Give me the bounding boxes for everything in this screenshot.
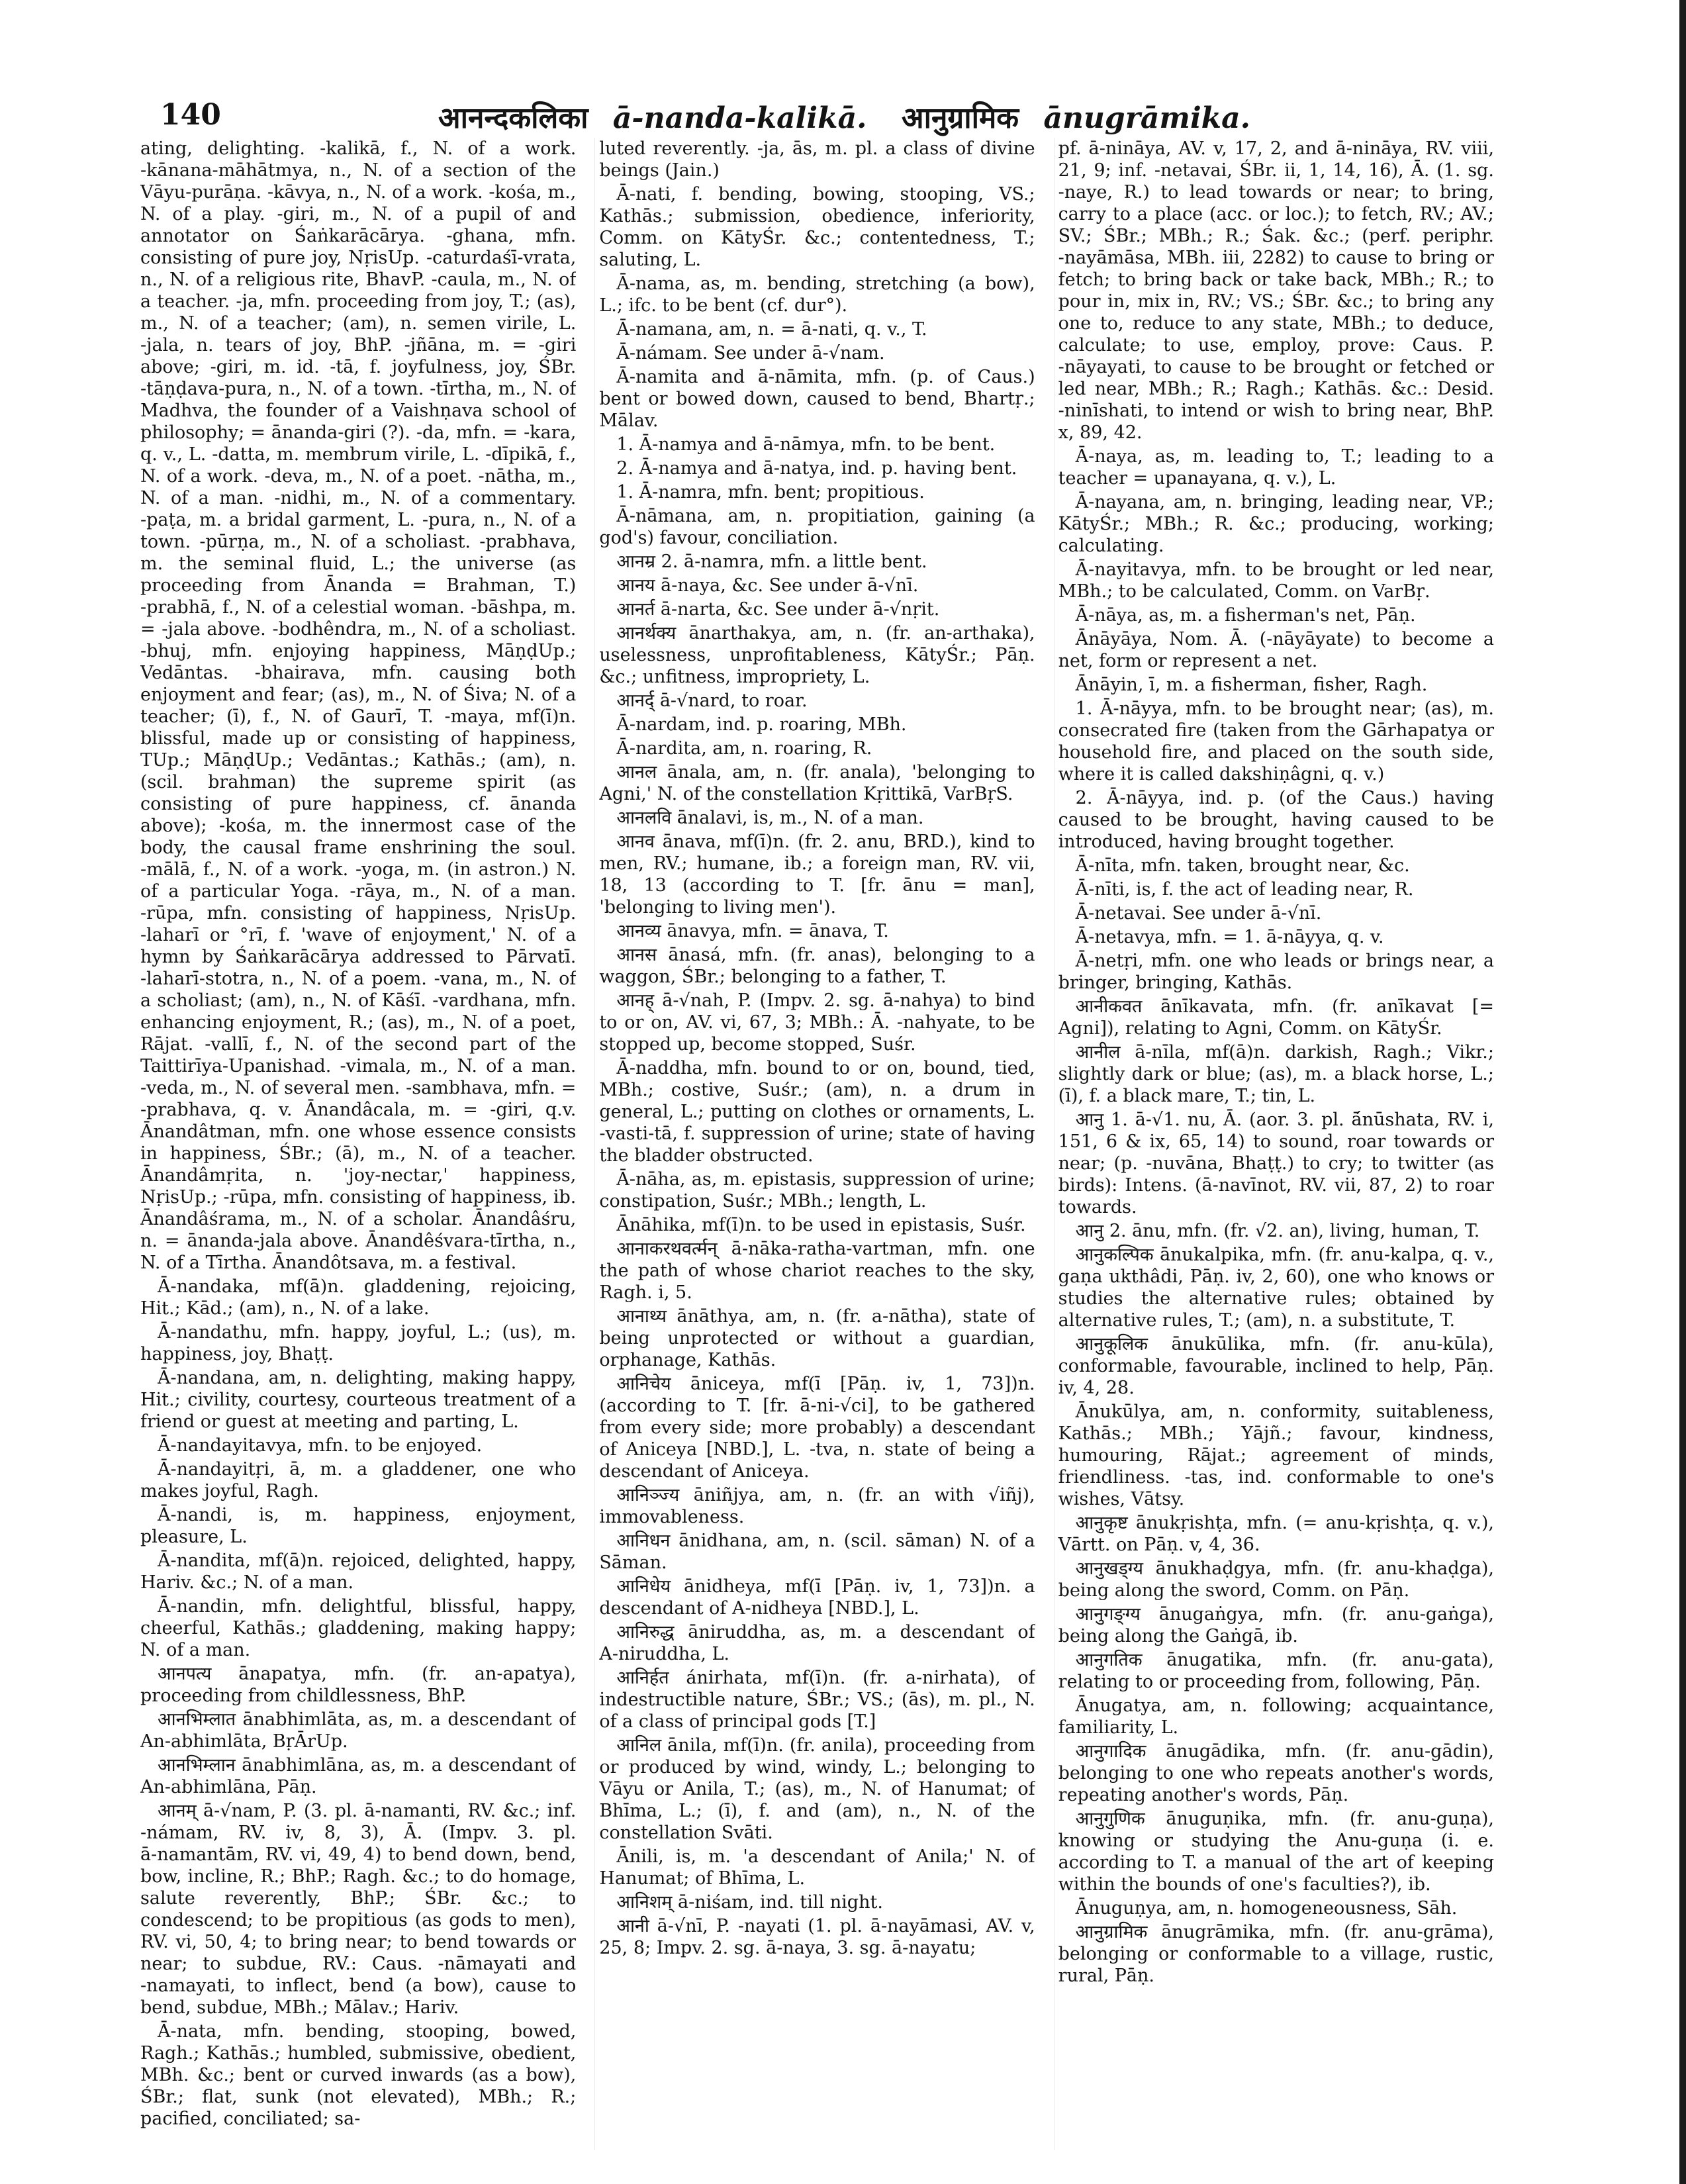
dictionary-entry: Ā‑nati, f. bending, bowing, stooping, VS.; Kathās.; submission, obedience, inferiority, Comm. on KātyŚr. &c.; contentedness, T.; saluting, L.: [599, 184, 1035, 270]
dictionary-entry: Ā‑nayana, am, n. bringing, leading near, VP.; KātyŚr.; MBh.; R. &c.; producing, working; calculating.: [1058, 492, 1494, 556]
column-right: [1054, 138, 1494, 2150]
dictionary-entry: Ā‑nāmana, am, n. propitiation, gaining (a god's) favour, conciliation.: [599, 506, 1035, 548]
page-header: [140, 93, 1484, 139]
dictionary-entry: आनिल ānila, mf(ī)n. (fr. anila), proceeding from or produced by wind, windy, L.; belonging to Vāyu or Anila, T.; (as), m., N. of Hanumat; of Bhīma, L.; (ī), f. and (am), n., N. of the constellation Svāti.: [599, 1735, 1035, 1843]
dictionary-entry-continuation: ating, delighting. ‑kalikā, f., N. of a work. ‑kānana‑māhātmya, n., N. of a section of the Vāyu‑purāṇa. ‑kāvya, n., N. of a work. ‑kośa, m., N. of a play. ‑giri, m., N. of a pupil of and annotator on Śaṅkarācārya. ‑ghana, mfn. consisting of pure joy, NṛisUp. ‑caturdaśī‑vrata, n., N. of a religious rite, BhavP. ‑caula, m., N. of a teacher. ‑ja, mfn. proceeding from joy, T.; (as), m., N. of a teacher; (am), n. semen virile, L. ‑jala, n. tears of joy, BhP. ‑jñāna, m. = ‑giri above; ‑giri, m. id. ‑tā, f. joyfulness, joy, ŚBr. ‑tāṇḍava‑pura, n., N. of a town. ‑tīrtha, m., N. of Madhva, the founder of a Vaishṇava school of philosophy; = ānanda‑giri (?). ‑da, mfn. = ‑kara, q. v., L. ‑datta, m. membrum virile, L. ‑dīpikā, f., N. of a work. ‑deva, m., N. of a poet. ‑nātha, m., N. of a man. ‑nidhi, m., N. of a commentary. ‑paṭa, m. a bridal garment, L. ‑pura, n., N. of a town. ‑pūrṇa, m., N. of a scholiast. ‑prabhava, m. the seminal fluid, L.; the universe (as proceeding from Ānanda = Brahman, T.) ‑prabhā, f., N. of a celestial woman. ‑bāshpa, m. = ‑jala above. ‑bodhêndra, m., N. of a scholiast. ‑bhuj, mfn. enjoying happiness, MāṇḍUp.; Vedāntas. ‑bhairava, mfn. causing both enjoyment and fear; (as), m., N. of Śiva; N. of a teacher; (ī), f., N. of Gaurī, T. ‑maya, mf(ī)n. blissful, made up or consisting of happiness, TUp.; MāṇḍUp.; Vedāntas.; Kathās.; (am), n. (scil. brahman) the supreme spirit (as consisting of pure happiness, cf. ānanda above); ‑kośa, m. the innermost case of the body, the causal frame enshrining the soul. ‑mālā, f., N. of a work. ‑yoga, m. (in astron.) N. of a particular Yoga. ‑rāya, m., N. of a man. ‑rūpa, mfn. consisting of happiness, NṛisUp. ‑laharī or °rī, f. 'wave of enjoyment,' N. of a hymn by Śaṅkarācārya addressed to Pārvatī. ‑laharī‑stotra, n., N. of a poem. ‑vana, m., N. of a scholiast; (am), n., N. of Kāśī. ‑vardhana, mfn. enhancing enjoyment, R.; (as), m., N. of a poet, Rājat. ‑vallī, f., N. of the second part of the Taittirīya‑Upanishad. ‑vimala, m., N. of a man. ‑veda, m., N. of several men. ‑sambhava, mfn. = ‑prabhava, q. v. Ānandâcala, m. = ‑giri, q.v. Ānandâtman, mfn. one whose essence consists in happiness, ŚBr.; (ā), m., N. of a teacher. Ānandâmṛita, n. 'joy‑nectar,' happiness, NṛisUp.; ‑rūpa, mfn. consisting of happiness, ib. Ānandâśrama, m., N. of a scholar. Ānandâśru, n. = ānanda‑jala above. Ānandêśvara‑tīrtha, n., N. of a Tīrtha. Ānandôtsava, m. a festival.: [140, 138, 577, 1273]
column-left: [140, 138, 576, 2150]
dictionary-entry-continuation: luted reverently. ‑ja, ās, m. pl. a class of divine beings (Jain.): [599, 138, 1035, 181]
dictionary-entry: Ā‑námam. See under ā‑√nam.: [616, 343, 885, 363]
dictionary-entry: आनपत्य ānapatya, mfn. (fr. an‑apatya), proceeding from childlessness, BhP.: [140, 1664, 577, 1706]
dictionary-entry: Ā‑nandin, mfn. delightful, blissful, happy, cheerful, Kathās.; gladdening, making happy; N. of a man.: [140, 1596, 577, 1660]
dictionary-entry: Ā‑namita and ā‑nāmita, mfn. (p. of Caus.) bent or bowed down, caused to bend, Bhartṛ.; Mālav.: [599, 367, 1035, 431]
dictionary-entry: आनिशम् ā‑niśam, ind. till night.: [616, 1892, 883, 1913]
dictionary-entry: आनिचेय āniceya, mf(ī [Pāṇ. iv, 1, 73])n. (according to T. [fr. ā‑ni‑√ci], to be gathered from every side; more probably) a descendant of Aniceya [NBD.], L. ‑tva, n. state of being a descendant of Aniceya.: [599, 1374, 1035, 1482]
right-guide-word: [902, 97, 1250, 136]
dictionary-entry: Ā‑nāha, as, m. epistasis, suppression of urine; constipation, Suśr.; MBh.; length, L.: [599, 1169, 1035, 1211]
dictionary-entry: आनी ā‑√nī, P. ‑nayati (1. pl. ā‑nayāmasi, AV. v, 25, 8; Impv. 2. sg. ā‑naya, 3. sg. ā‑nayatu;: [599, 1916, 1035, 1958]
left-guide-word-devanagari: आनन्दकलिका: [438, 101, 588, 135]
dictionary-entry: Ānāyin, ī, m. a fisherman, fisher, Ragh.: [1075, 675, 1428, 695]
dictionary-entry: आनर्त ā‑narta, &c. See under ā‑√nṛit.: [616, 599, 940, 620]
dictionary-entry: Ā‑nandayitavya, mfn. to be enjoyed.: [158, 1435, 483, 1456]
dictionary-entry: Ā‑nandi, is, m. happiness, enjoyment, pleasure, L.: [140, 1505, 577, 1547]
dictionary-entry: आनुकृष्ट ānukṛishṭa, mfn. (= anu‑kṛishṭa, q. v.), Vārtt. on Pāṇ. v, 4, 36.: [1058, 1513, 1494, 1555]
dictionary-entry: Ānili, is, m. 'a descendant of Anila;' N. of Hanumat; of Bhīma, L.: [599, 1846, 1035, 1889]
dictionary-entry: आनुखड्ग्य ānukhaḍgya, mfn. (fr. anu‑khaḍga), being along the sword, Comm. on Pāṇ.: [1058, 1558, 1494, 1601]
dictionary-entry: Ānugatya, am, n. following; acquaintance, familiarity, L.: [1058, 1695, 1494, 1738]
dictionary-entry: 1. Ā‑nāyya, mfn. to be brought near; (as), m. consecrated fire (taken from the Gārhapatya or household fire, and placed on the south side, where it is called dakshiṇâgni, q. v.): [1058, 698, 1494, 784]
dictionary-entry: Ā‑nīti, is, f. the act of leading near, R.: [1075, 879, 1414, 900]
dictionary-entry: Ā‑nīta, mfn. taken, brought near, &c.: [1075, 855, 1410, 876]
dictionary-entry: Ā‑nandathu, mfn. happy, joyful, L.; (us), m. happiness, joy, Bhaṭṭ.: [140, 1322, 577, 1364]
dictionary-entry: Ānukūlya, am, n. conformity, suitableness, Kathās.; MBh.; Yājñ.; favour, kindness, humouring, Rājat.; agreement of minds, friendliness. ‑tas, ind. conformable to one's wishes, Vātsy.: [1058, 1401, 1494, 1509]
left-guide-word: [438, 97, 866, 136]
right-guide-word-devanagari: आनुग्रामिक: [902, 101, 1019, 135]
dictionary-entry: आनुकूलिक ānukūlika, mfn. (fr. anu‑kūla), conformable, favourable, inclined to help, Pāṇ. iv, 4, 28.: [1058, 1334, 1494, 1398]
dictionary-entry: आनिरुद्ध āniruddha, as, m. a descendant of A‑niruddha, L.: [599, 1622, 1035, 1664]
dictionary-entry: आनर्थक्य ānarthakya, am, n. (fr. an‑arthaka), uselessness, unprofitableness, KātyŚr.; Pāṇ. &c.; unfitness, impropriety, L.: [599, 623, 1035, 687]
dictionary-entry: आनिञ्ज्य āniñjya, am, n. (fr. an with √iñj), immovableness.: [599, 1485, 1035, 1527]
dictionary-entry: Ā‑nata, mfn. bending, stooping, bowed, Ragh.; Kathās.; humbled, submissive, obedient, MBh. &c.; bent or curved inwards (as a bow), ŚBr.; flat, sunk (not elevated), MBh.; R.; pacified, conciliated; sa‑: [140, 2021, 577, 2129]
dictionary-entry: Ā‑netavya, mfn. = 1. ā‑nāyya, q. v.: [1075, 927, 1384, 947]
dictionary-entry: आनील ā‑nīla, mf(ā)n. darkish, Ragh.; Vikr.; slightly dark or blue; (as), m. a black horse, L.; (ī), f. a black mare, T.; tin, L.: [1058, 1042, 1494, 1106]
dictionary-entry: Ā‑nandita, mf(ā)n. rejoiced, delighted, happy, Hariv. &c.; N. of a man.: [140, 1550, 577, 1593]
dictionary-entry: आनुगङ्ग्य ānugaṅgya, mfn. (fr. anu‑gaṅga), being along the Gaṅgā, ib.: [1058, 1604, 1494, 1646]
dictionary-entry: Ā‑nāya, as, m. a fisherman's net, Pāṇ.: [1075, 605, 1416, 626]
page-gutter-shadow: [1679, 0, 1686, 2184]
dictionary-entry: आनुगतिक ānugatika, mfn. (fr. anu‑gata), relating to or proceeding from, following, Pāṇ.: [1058, 1650, 1494, 1692]
dictionary-entry: 1. Ā‑namra, mfn. bent; propitious.: [616, 482, 925, 502]
dictionary-entry-continuation: pf. ā‑nināya, AV. v, 17, 2, and ā‑nināya, RV. viii, 21, 9; inf. ‑netavai, ŚBr. ii, 1, 14, 16), Ā. (1. sg. ‑naye, R.) to lead towards or near; to bring, carry to a place (acc. or loc.); to fetch, RV.; AV.; SV.; ŚBr.; MBh.; R.; Śak. &c.; (perf. periphr. ‑nayāmāsa, MBh. iii, 2282) to cause to bring or fetch; to bring back or take back, MBh.; R.; to pour in, mix in, RV.; VS.; ŚBr. &c.; to bring any one to, reduce to any state, MBh.; to deduce, calculate; to use, employ, prove: Caus. P. ‑nāyayati, to cause to be brought or fetched or led near, MBh.; R.; Ragh.; Kathās. &c.: Desid. ‑ninīshati, to intend or wish to bring near, BhP. x, 89, 42.: [1058, 138, 1494, 443]
dictionary-entry: आनाकरथवर्त्मन् ā‑nāka‑ratha‑vartman, mfn. one the path of whose chariot reaches to the sky, Ragh. i, 5.: [599, 1239, 1035, 1303]
dictionary-entry: Ā‑nandayitṛi, ā, m. a gladdener, one who makes joyful, Ragh.: [140, 1459, 577, 1501]
dictionary-entry: आनीकवत ānīkavata, mfn. (fr. anīkavat [= Agni]), relating to Agni, Comm. on KātyŚr.: [1058, 996, 1494, 1039]
dictionary-entry: Ā‑nayitavya, mfn. to be brought or led near, MBh.; to be calculated, Comm. on VarBṛ.: [1058, 559, 1494, 602]
dictionary-entry: आनु 2. ānu, mfn. (fr. √2. an), living, human, T.: [1075, 1221, 1480, 1241]
dictionary-entry: आनलवि ānalavi, is, m., N. of a man.: [616, 808, 924, 828]
dictionary-entry: आनय ā‑naya, &c. See under ā‑√nī.: [616, 575, 919, 596]
dictionary-entry: Ā‑nardita, am, n. roaring, R.: [616, 738, 872, 759]
dictionary-entry: Ānuguṇya, am, n. homogeneousness, Sāh.: [1075, 1898, 1458, 1919]
dictionary-entry: आनिधेय ānidheya, mf(ī [Pāṇ. iv, 1, 73])n. a descendant of A‑nidheya [NBD.], L.: [599, 1576, 1035, 1619]
dictionary-entry: Ā‑netṛi, mfn. one who leads or brings near, a bringer, bringing, Kathās.: [1058, 951, 1494, 993]
dictionary-entry: आनम् ā‑√nam, P. (3. pl. ā‑namanti, RV. &c.; inf. ‑námam, RV. iv, 8, 3), Ā. (Impv. 3. pl. ā‑namantām, RV. vi, 49, 4) to bend down, bend, bow, incline, R.; BhP.; Ragh. &c.; to do homage, salute reverently, BhP.; ŚBr. &c.; to condescend; to be propitious (as gods to men), RV. vi, 50, 4; to bring near; to bend towards or near; to subdue, RV.: Caus. ‑nāmayati and ‑namayati, to inflect, bend (a bow), cause to bend, subdue, MBh.; Mālav.; Hariv.: [140, 1801, 577, 2018]
dictionary-entry: आनभिम्लान ānabhimlāna, as, m. a descendant of An‑abhimlāna, Pāṇ.: [140, 1755, 577, 1797]
dictionary-entry: आनव्य ānavya, mfn. = ānava, T.: [616, 921, 889, 941]
dictionary-entry: आनव ānava, mf(ī)n. (fr. 2. anu, BRD.), kind to men, RV.; humane, ib.; a foreign man, RV. vii, 18, 13 (according to T. [fr. ānu = man], 'belonging to living men').: [599, 831, 1035, 918]
dictionary-entry: Ānāhika, mf(ī)n. to be used in epistasis, Suśr.: [616, 1215, 1026, 1235]
dictionary-entry: आनभिम्लात ānabhimlāta, as, m. a descendant of An‑abhimlāta, BṛĀrUp.: [140, 1709, 577, 1752]
dictionary-entry: Ā‑naya, as, m. leading to, T.; leading to a teacher = upanayana, q. v.), L.: [1058, 446, 1494, 489]
dictionary-entry: 1. Ā‑namya and ā‑nāmya, mfn. to be bent.: [616, 434, 996, 455]
dictionary-entry: आनिधन ānidhana, am, n. (scil. sāman) N. of a Sāman.: [599, 1531, 1035, 1573]
dictionary-entry: 2. Ā‑namya and ā‑natya, ind. p. having bent.: [616, 458, 1017, 479]
dictionary-columns: [140, 138, 1494, 2150]
dictionary-entry: आनुगुणिक ānuguṇika, mfn. (fr. anu‑guṇa), knowing or studying the Anu‑guṇa (i. e. according to T. a manual of the art of keeping within the bounds of one's faculties?), ib.: [1058, 1809, 1494, 1895]
dictionary-entry: Ā‑nama, as, m. bending, stretching (a bow), L.; ifc. to be bent (cf. dur°).: [599, 273, 1035, 316]
dictionary-entry: Ānāyāya, Nom. Ā. (‑nāyāyate) to become a net, form or represent a net.: [1058, 629, 1494, 671]
dictionary-entry: आनाथ्य ānāthya, am, n. (fr. a‑nātha), state of being unprotected or without a guardian, orphanage, Kathās.: [599, 1306, 1035, 1370]
dictionary-entry: आनुग्रामिक ānugrāmika, mfn. (fr. anu‑grāma), belonging or conformable to a village, rustic, rural, Pāṇ.: [1058, 1922, 1494, 1986]
dictionary-entry: आनु 1. ā‑√1. nu, Ā. (aor. 3. pl. ā́nūshata, RV. i, 151, 6 & ix, 65, 14) to sound, roar towards or near; (p. ‑nuvāna, Bhaṭṭ.) to cry; to twitter (as birds): Intens. (ā‑navīnot, RV. vii, 87, 2) to roar towards.: [1058, 1110, 1494, 1217]
dictionary-entry: Ā‑naddha, mfn. bound to or on, bound, tied, MBh.; costive, Suśr.; (am), n. a drum in general, L.; putting on clothes or ornaments, L. ‑vasti‑tā, f. suppression of urine; state of having the bladder obstructed.: [599, 1058, 1035, 1166]
dictionary-entry: आनह् ā‑√nah, P. (Impv. 2. sg. ā‑nahya) to bind to or on, AV. vi, 67, 3; MBh.: Ā. ‑nahyate, to be stopped up, become stopped, Suśr.: [599, 990, 1035, 1055]
dictionary-entry: आनस ānasá, mfn. (fr. anas), belonging to a waggon, ŚBr.; belonging to a father, T.: [599, 945, 1035, 987]
dictionary-entry: 2. Ā‑nāyya, ind. p. (of the Caus.) having caused to be brought, having caused to be introduced, having brought together.: [1058, 788, 1494, 852]
dictionary-entry: आनम्र 2. ā‑namra, mfn. a little bent.: [616, 551, 927, 572]
page-number: 140: [160, 98, 221, 132]
dictionary-entry: आनुगादिक ānugādika, mfn. (fr. anu‑gādin), belonging to one who repeats another's words, repeating another's words, Pāṇ.: [1058, 1741, 1494, 1805]
dictionary-entry: Ā‑nardam, ind. p. roaring, MBh.: [616, 714, 907, 735]
dictionary-entry: Ā‑nandana, am, n. delighting, making happy, Hit.; civility, courtesy, courteous treatment of a friend or guest at meeting and parting, L.: [140, 1368, 577, 1432]
right-guide-word-transliteration: ānugrāmika.: [1043, 101, 1250, 135]
dictionary-entry: आनल ānala, am, n. (fr. anala), 'belonging to Agni,' N. of the constellation Kṛittikā, VarBṛS.: [599, 762, 1035, 804]
dictionary-entry: Ā‑namana, am, n. = ā‑nati, q. v., T.: [616, 319, 927, 340]
column-middle: [594, 138, 1035, 2150]
dictionary-entry: Ā‑netavai. See under ā‑√nī.: [1075, 903, 1322, 924]
dictionary-entry: आनिर्हत ánirhata, mf(ī)n. (fr. a‑nirhata), of indestructible nature, ŚBr.; VS.; (ās), m. pl., N. of a class of principal gods [T.]: [599, 1668, 1035, 1732]
dictionary-entry: आनुकल्पिक ānukalpika, mfn. (fr. anu‑kalpa, q. v., gaṇa ukthâdi, Pāṇ. iv, 2, 60), one who knows or studies the alternative rules; obtained by alternative rules, T.; (am), n. a substitute, T.: [1058, 1245, 1494, 1331]
left-guide-word-transliteration: ā-nanda-kalikā.: [612, 101, 867, 135]
dictionary-entry: आनर्द् ā‑√nard, to roar.: [616, 690, 808, 711]
dictionary-entry: Ā‑nandaka, mf(ā)n. gladdening, rejoicing, Hit.; Kād.; (am), n., N. of a lake.: [140, 1276, 577, 1319]
